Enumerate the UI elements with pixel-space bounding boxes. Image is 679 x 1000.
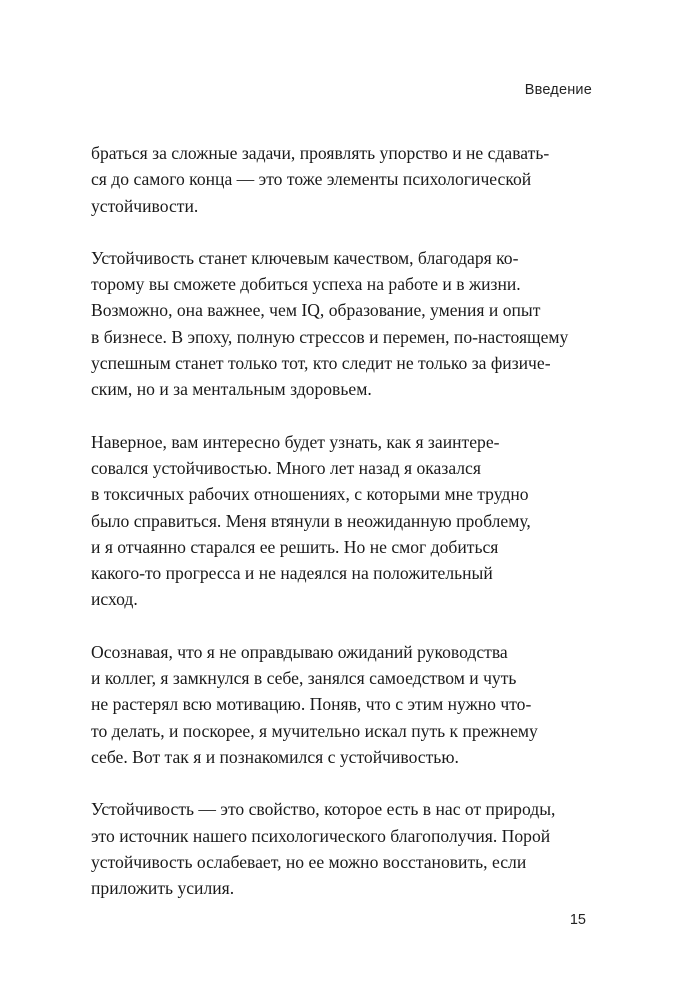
page-number: 15 bbox=[569, 912, 586, 928]
text-line: в бизнесе. В эпоху, полную стрессов и перемен, по-настоящему bbox=[91, 326, 569, 347]
text-line: было справиться. Меня втянули в неожиданную проблему, bbox=[91, 510, 531, 531]
body-text bbox=[91, 140, 591, 927]
paragraph bbox=[91, 245, 591, 403]
text-line: устойчивости. bbox=[91, 195, 199, 216]
text-line: в токсичных рабочих отношениях, с которыми мне трудно bbox=[91, 484, 529, 505]
text-line: то делать, и поскорее, я мучительно искал путь к прежнему bbox=[91, 720, 538, 741]
text-line: торому вы сможете добиться успеха на работе и в жизни. bbox=[91, 274, 521, 295]
text-line: какого-то прогресса и не надеялся на положительный bbox=[91, 563, 493, 584]
paragraph bbox=[91, 140, 591, 219]
text-line: ся до самого конца — это тоже элементы психологической bbox=[91, 169, 532, 190]
text-line: не растерял всю мотивацию. Поняв, что с этим нужно что- bbox=[91, 694, 532, 715]
text-line: устойчивость ослабевает, но ее можно восстановить, если bbox=[91, 851, 527, 872]
text-line: исход. bbox=[91, 589, 138, 610]
running-header-section-title: Введение bbox=[524, 82, 592, 98]
text-line: Устойчивость станет ключевым качеством, благодаря ко- bbox=[91, 247, 519, 268]
text-line: и я отчаянно старался ее решить. Но не смог добиться bbox=[91, 536, 499, 557]
text-line: браться за сложные задачи, проявлять упорство и не сдавать- bbox=[91, 143, 550, 163]
text-line: приложить усилия. bbox=[91, 878, 235, 899]
text-line: Наверное, вам интересно будет узнать, как я заинтере- bbox=[91, 431, 500, 452]
text-line: ским, но и за ментальным здоровьем. bbox=[91, 379, 372, 400]
text-line: и коллег, я замкнулся в себе, занялся самоедством и чуть bbox=[91, 668, 517, 689]
text-line: это источник нашего психологического благополучия. Порой bbox=[91, 825, 551, 846]
text-line: совался устойчивостью. Много лет назад я оказался bbox=[91, 457, 481, 478]
paragraph bbox=[91, 639, 591, 770]
paragraph bbox=[91, 796, 591, 901]
text-line: Устойчивость — это свойство, которое есть в нас от природы, bbox=[91, 799, 556, 820]
text-line: Осознавая, что я не оправдываю ожиданий руководства bbox=[91, 641, 508, 662]
text-line: успешным станет только тот, кто следит не только за физиче- bbox=[91, 353, 551, 374]
text-line: себе. Вот так я и познакомился с устойчивостью. bbox=[91, 746, 459, 767]
text-line: Возможно, она важнее, чем IQ, образование, умения и опыт bbox=[91, 300, 541, 321]
paragraph bbox=[91, 429, 591, 613]
